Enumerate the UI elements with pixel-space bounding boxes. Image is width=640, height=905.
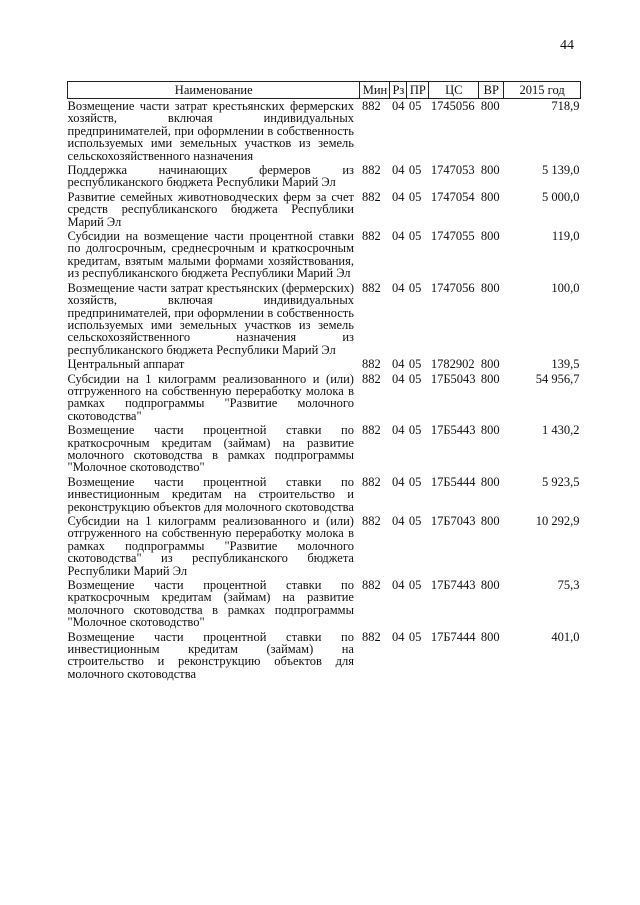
row-min: 882 [361,229,381,244]
row-vr: 800 [480,163,500,178]
row-cs: 17Б7043 [430,514,476,528]
row-amount: 1 430,2 [542,423,580,438]
row-amount: 10 292,9 [535,514,580,528]
row-pr: 05 [408,163,422,178]
row-name: Возмещение части процентной ставки по инвестиционным кредитам (займам) на строительство и реконструкцию объектов для молочного скотоводства [67,629,354,681]
row-name: Субсидии на возмещение части процентной ставки по долгосрочным, среднесрочным и краткосрочным кредитам, взятым малыми формами хозяйствования, из республиканского бюджета Республики Марий Эл [67,229,354,281]
row-pr: 05 [408,629,422,644]
row-vr: 800 [480,280,500,295]
header-min: Мин [360,82,390,99]
row-amount: 119,0 [551,229,580,244]
row-vr: 800 [480,578,500,593]
row-rz: 04 [391,371,405,386]
table-row [68,423,581,475]
row-vr: 800 [480,514,500,528]
row-amount: 718,9 [551,99,580,113]
row-min: 882 [361,280,381,295]
row-rz: 04 [391,357,405,372]
row-name: Центральный аппарат [67,357,185,372]
table-row [68,99,581,164]
row-pr: 05 [408,578,422,593]
row-name: Возмещение части процентной ставки по краткосрочным кредитам (займам) на развитие молочного скотоводства в рамках подпрограммы "Молочное скотоводство" [67,578,354,630]
table-row [68,163,581,190]
row-rz: 04 [391,229,405,244]
row-vr: 800 [480,474,500,489]
row-pr: 05 [408,357,422,372]
row-vr: 800 [480,229,500,244]
row-name: Возмещение части затрат крестьянских (фермерских) хозяйств, включая индивидуальных предпринимателей, при оформлении в собственность используемых ими земельных участков из земель сельскохозяйственного назначения из республиканского бюджета Республики Марий Эл [67,280,354,357]
row-cs: 17Б5043 [430,371,476,386]
row-name: Возмещение части процентной ставки по краткосрочным кредитам (займам) на развитие молочного скотоводства в рамках подпрограммы "Молочное скотоводство" [67,423,354,475]
budget-table [67,81,581,681]
row-vr: 800 [480,99,500,113]
row-amount: 5 139,0 [542,163,580,178]
table-body [68,99,581,682]
row-min: 882 [361,99,381,113]
row-cs: 1782902 [430,357,475,372]
row-rz: 04 [391,280,405,295]
row-name: Поддержка начинающих фермеров из республиканского бюджета Республики Марий Эл [67,163,354,190]
header-name: Наименование [68,82,360,99]
row-rz: 04 [391,514,405,528]
row-amount: 5 923,5 [542,474,580,489]
row-pr: 05 [408,280,422,295]
table-row [68,229,581,281]
row-vr: 800 [480,371,500,386]
row-rz: 04 [391,474,405,489]
row-cs: 1747054 [430,189,475,204]
row-cs: 17Б7443 [430,578,476,593]
header-year: 2015 год [504,82,581,99]
row-name: Возмещение части процентной ставки по инвестиционным кредитам на строительство и реконструкцию объектов для молочного скотоводства [67,474,354,514]
row-vr: 800 [480,357,500,372]
row-amount: 139,5 [551,357,580,372]
row-name: Субсидии на 1 килограмм реализованного и (или) отгруженного на собственную переработку молока в рамках подпрограммы "Развитие молочного скотоводства" [67,371,354,423]
table-row [68,372,581,424]
row-amount: 75,3 [557,578,580,593]
row-min: 882 [361,371,381,386]
table-row [68,281,581,357]
row-amount: 54 956,7 [535,371,580,386]
table-row [68,578,581,630]
table-row [68,630,581,682]
row-pr: 05 [408,423,422,438]
row-rz: 04 [391,189,405,204]
table-header-row [68,82,581,99]
row-name: Возмещение части затрат крестьянских фермерских хозяйств, включая индивидуальных предпринимателей, при оформлении в собственность используемых ими земельных участков из земель сельскохозяйственного назначения [67,99,354,163]
table-row [68,514,581,578]
row-min: 882 [361,629,381,644]
row-cs: 17Б5444 [430,474,476,489]
row-vr: 800 [480,629,500,644]
header-rz: Рз [390,82,407,99]
row-cs: 1747056 [430,280,475,295]
row-vr: 800 [480,423,500,438]
row-amount: 5 000,0 [542,189,580,204]
row-pr: 05 [408,189,422,204]
header-cs: ЦС [429,82,479,99]
row-rz: 04 [391,99,405,113]
row-pr: 05 [408,474,422,489]
row-pr: 05 [408,229,422,244]
row-name: Развитие семейных животноводческих ферм за счет средств республиканского бюджета Республики Марий Эл [67,189,354,229]
row-min: 882 [361,163,381,178]
row-cs: 1747053 [430,163,475,178]
row-amount: 401,0 [551,629,580,644]
row-min: 882 [361,514,381,528]
row-amount: 100,0 [551,280,580,295]
row-cs: 1745056 [430,99,475,113]
row-rz: 04 [391,578,405,593]
row-rz: 04 [391,163,405,178]
table-row [68,357,581,371]
header-vr: ВР [479,82,504,99]
row-min: 882 [361,189,381,204]
row-pr: 05 [408,99,422,113]
header-pr: ПР [407,82,429,99]
table-row [68,475,581,514]
page-number: 44 [560,38,574,53]
row-vr: 800 [480,189,500,204]
row-min: 882 [361,474,381,489]
row-pr: 05 [408,514,422,528]
row-min: 882 [361,423,381,438]
row-cs: 1747055 [430,229,475,244]
row-min: 882 [361,578,381,593]
row-pr: 05 [408,371,422,386]
table-row [68,190,581,229]
row-rz: 04 [391,629,405,644]
row-name: Субсидии на 1 килограмм реализованного и (или) отгруженного на собственную переработку молока в рамках подпрограммы "Развитие молочного скотоводства" из республиканского бюджета Республики Марий Эл [67,514,354,578]
row-cs: 17Б7444 [430,629,476,644]
row-rz: 04 [391,423,405,438]
row-min: 882 [361,357,381,372]
row-cs: 17Б5443 [430,423,476,438]
